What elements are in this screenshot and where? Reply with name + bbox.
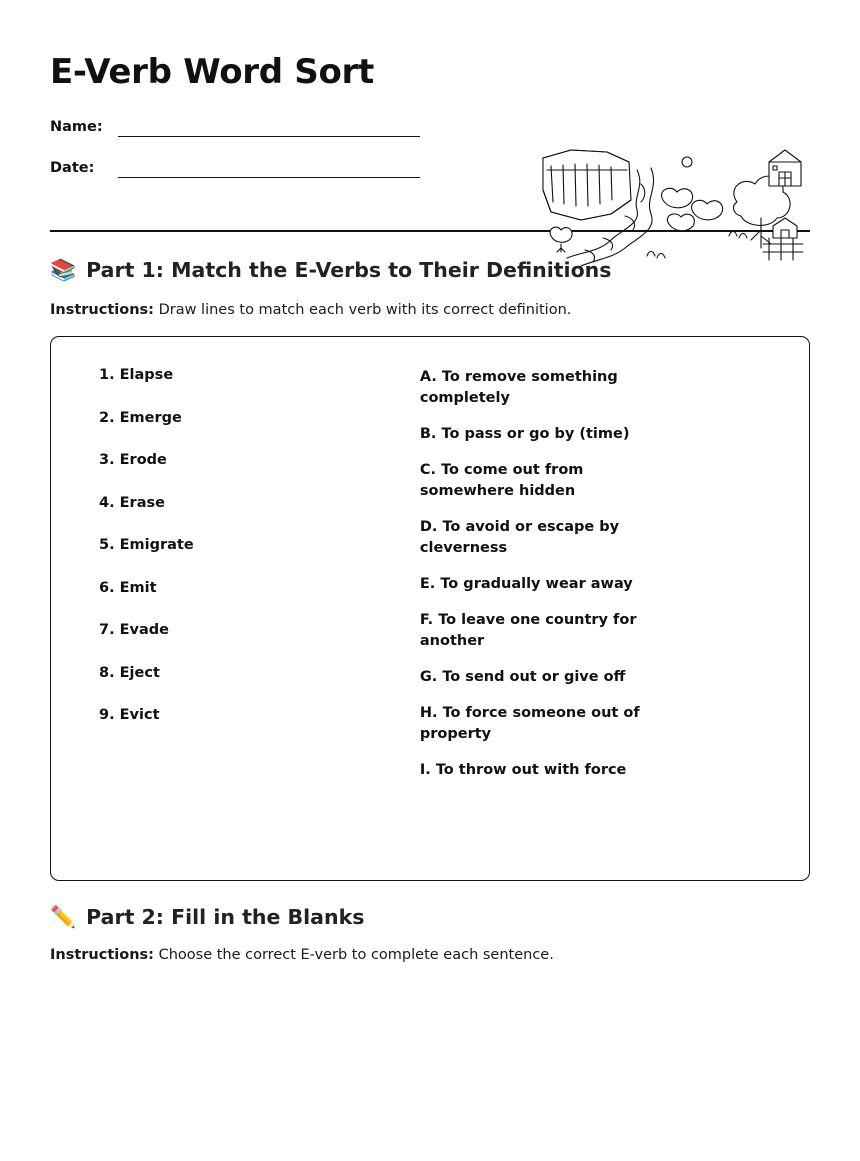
name-input-line[interactable] xyxy=(118,118,420,137)
part1-instructions-label: Instructions: xyxy=(50,302,154,318)
student-info-fields xyxy=(50,118,430,178)
date-label: Date: xyxy=(50,160,95,176)
list-item[interactable]: H. To force someone out of property xyxy=(419,705,640,743)
list-item[interactable]: 5. Emigrate xyxy=(99,537,194,553)
page-title: E-Verb Word Sort xyxy=(50,52,374,92)
pencil-icon: ✏️ xyxy=(50,904,77,929)
part2-section xyxy=(50,905,810,963)
river-valley-farm-illustration xyxy=(541,140,807,270)
date-field-row xyxy=(50,159,430,178)
verbs-column xyxy=(77,367,416,854)
list-item[interactable]: 7. Evade xyxy=(99,622,170,638)
list-item[interactable]: I. To throw out with force xyxy=(419,762,627,779)
list-item[interactable]: D. To avoid or escape by cleverness xyxy=(419,519,620,557)
list-item[interactable]: E. To gradually wear away xyxy=(419,576,633,593)
list-item[interactable]: 1. Elapse xyxy=(99,367,174,383)
list-item[interactable]: A. To remove something completely xyxy=(419,369,618,407)
part2-instructions xyxy=(50,947,810,963)
list-item[interactable]: B. To pass or go by (time) xyxy=(419,426,630,443)
matching-exercise-box xyxy=(50,336,810,881)
list-item[interactable]: 8. Eject xyxy=(99,664,160,681)
list-item[interactable]: 4. Erase xyxy=(99,494,165,511)
part1-instructions xyxy=(50,302,810,318)
list-item[interactable]: 6. Emit xyxy=(99,579,157,596)
part2-instructions-label: Instructions: xyxy=(50,947,154,963)
date-input-line[interactable] xyxy=(118,159,420,178)
name-field-row xyxy=(50,118,430,137)
list-item[interactable]: 2. Emerge xyxy=(99,409,182,426)
part2-title: Part 2: Fill in the Blanks xyxy=(86,905,365,929)
list-item[interactable]: F. To leave one country for another xyxy=(419,612,637,650)
books-icon: 📚 xyxy=(50,257,77,282)
part2-heading xyxy=(50,905,810,929)
list-item[interactable]: C. To come out from somewhere hidden xyxy=(419,462,584,500)
list-item[interactable]: G. To send out or give off xyxy=(419,669,626,686)
part1-title: Part 1: Match the E-Verbs to Their Definitions xyxy=(86,258,612,282)
list-item[interactable]: 3. Erode xyxy=(99,452,167,468)
part1-instructions-text: Draw lines to match each verb with its correct definition. xyxy=(158,302,572,318)
name-label: Name: xyxy=(50,119,103,135)
part2-instructions-text: Choose the correct E-verb to complete each sentence. xyxy=(158,947,554,963)
list-item[interactable]: 9. Evict xyxy=(99,707,160,723)
definitions-column xyxy=(416,367,783,854)
